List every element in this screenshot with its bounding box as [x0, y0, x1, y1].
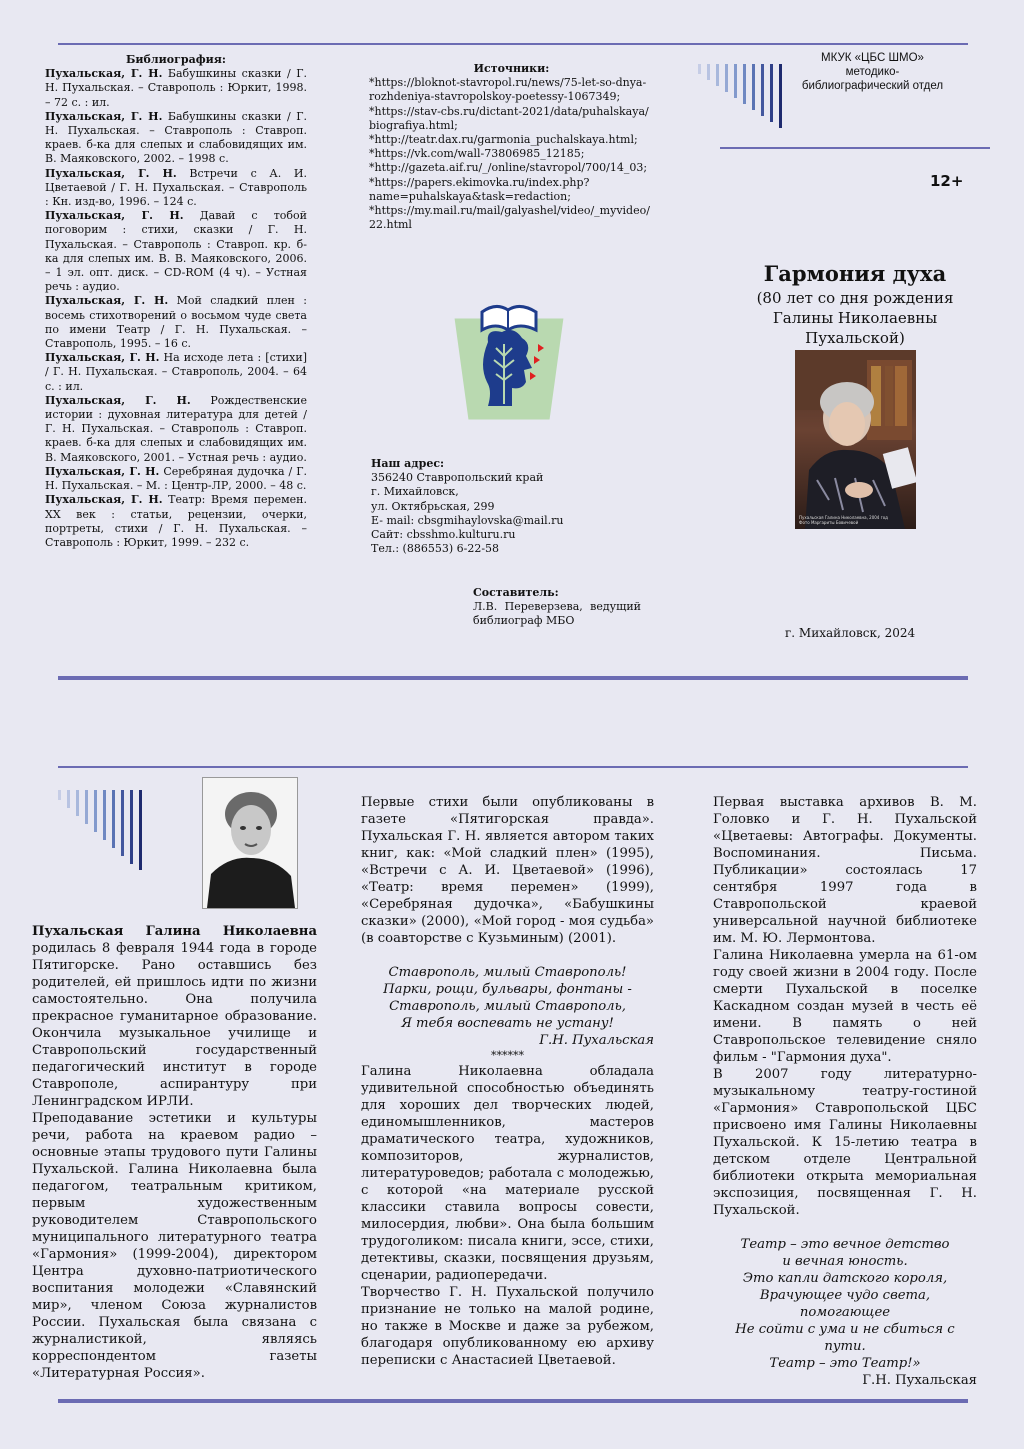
- bibliography-entry-text: Серебряная дудочка / Г. Н. Пухальская. – М. : Центр-ЛР, 2000. – 48 с.: [45, 464, 307, 493]
- sources-list: [369, 76, 654, 232]
- poem-author: Г.Н. Пухальская: [539, 1033, 654, 1048]
- place-year: г. Михайловск, 2024: [785, 626, 916, 640]
- library-logo: [452, 296, 566, 422]
- bibliography-entry-author: Пухальская, Г. Н.: [45, 67, 163, 81]
- bottom-rule: [58, 1399, 968, 1403]
- bibliography-entry-text: Мой сладкий плен : восемь стихотворений о восьмом чуде света по имени Театр / Г. Н. Пухальская. – Ставрополь, 1995. – 16 с.: [45, 294, 307, 351]
- biography-paragraph-1: родилась 8 февраля 1944 года в городе Пятигорске. Рано оставшись без родителей, ей пришлось идти по жизни самостоятельно. Она получила прекрасное гуманитарное образование. Окончила музыкальное училище и Ставропольский государственный педагогический институт в городе Ставрополе, аспирантуру при Ленинградском ИРЛИ.: [32, 941, 317, 1109]
- bibliography-entry: [45, 294, 307, 351]
- compiler-block: [473, 586, 641, 629]
- bibliography-entry: [45, 167, 307, 210]
- decorative-bars-bottom: [58, 790, 148, 870]
- poem-separator: ******: [491, 1049, 524, 1062]
- source-line: *https://bloknot-stavropol.ru/news/75-let-so-dnya-: [369, 76, 647, 90]
- source-line: *https://stav-cbs.ru/dictant-2021/data/puhalskaya/: [369, 104, 649, 118]
- bibliography-entry-text: Театр: Время перемен. XX век : статьи, рецензии, очерки, портреты, стихи / Г. Н. Пухальская. – Ставрополь : Юркит, 1999. – 232 с.: [45, 493, 307, 549]
- compiler-text: Л.В. Переверзева, ведущий библиограф МБО: [473, 600, 641, 628]
- page-title: Гармония духа: [763, 261, 947, 286]
- portrait-bw-illustration: [203, 778, 297, 908]
- works-paragraph: Первые стихи были опубликованы в газете «Пятигорская правда». Пухальская Г. Н. является автором таких книг, как: «Мой сладкий плен» (1995), «Встречи с А. И. Цветаевой» (1996), «Театр: время перемен» (1999), «Серебряная дудочка», «Бабушкины сказки» (2000), «Мой город - моя судьба» (в соавторстве с Кузьминым) (2001).: [361, 795, 654, 946]
- sources-section: [369, 62, 654, 232]
- address-line-postal: 356240 Ставропольский край: [371, 471, 544, 485]
- bibliography-entry-author: Пухальская, Г. Н.: [45, 166, 177, 180]
- bibliography-heading: Библиография:: [126, 53, 226, 66]
- portrait-illustration: [795, 350, 916, 529]
- portrait-photo-bw: [202, 777, 298, 909]
- org-dept-line1: методико-: [845, 66, 900, 78]
- address-heading: Наш адрес:: [371, 457, 445, 470]
- bibliography-entry: [45, 394, 307, 465]
- source-line: 22.html: [369, 218, 412, 232]
- subtitle-line-3: Пухальской): [805, 329, 905, 347]
- bibliography-entry-text: На исходе лета : [стихи] / Г. Н. Пухальская. – Ставрополь, 2004. – 64 с. : ил.: [45, 351, 307, 393]
- bibliography-entry-author: Пухальская, Г. Н.: [45, 493, 163, 507]
- poem-theatre-author: Г.Н. Пухальская: [862, 1373, 977, 1388]
- recognition-paragraph: Творчество Г. Н. Пухальской получило признание не только на малой родине, но также в Москве и даже за рубежом, благодаря опубликованному ею архиву переписки с Анастасией Цветаевой.: [361, 1285, 654, 1368]
- subtitle-line-1: (80 лет со дня рождения: [756, 289, 954, 307]
- source-line: *http://gazeta.aif.ru/_/online/stavropol/700/14_03;: [369, 161, 648, 175]
- bibliography-entry-text: Бабушкины сказки / Г. Н. Пухальская. – Ставрополь : Ставроп. краев. б-ка для слепых и слабовидящих им. В. Маяковского, 2002. – 1998 с.: [45, 109, 307, 166]
- sources-heading: Источники:: [473, 62, 550, 75]
- address-email: E- mail: cbsgmihaylovska@mail.ru: [371, 513, 564, 527]
- community-paragraph: Галина Николаевна обладала удивительной способностью объединять для хороших дел творческих людей, единомышленников, мастеров драматического театра, художников, композиторов, журналистов, литературоведов; работала с молодежью, с которой «на материале русской классики ставила вопросы совести, милосердия, любви». Она была большим трудоголиком: писала книги, эссе, стихи, детективы, сказки, посвящения друзьям, сценарии, радиопередачи.: [361, 1064, 654, 1283]
- bibliography-entry-author: Пухальская, Г. Н.: [45, 351, 160, 365]
- bibliography-entry: [45, 351, 307, 394]
- bibliography-entry-text: Бабушкины сказки / Г. Н. Пухальская. – Ставрополь : Юркит, 1998. – 72 с. : ил.: [45, 67, 307, 109]
- bibliography-entry: [45, 67, 307, 110]
- bibliography-list: [45, 67, 307, 550]
- source-line: rozhdeniya-stavropolskoy-poetessy-1067349;: [369, 90, 621, 104]
- bibliography-entry-text: Давай с тобой поговорим : стихи, сказки / Г. Н. Пухальская. – Ставрополь : Ставроп. кр. б-ка для слепых им. В. В. Маяковского, 2006. – 1 эл. опт. диск. – CD-ROM (4 ч). – Устная речь : аудио.: [45, 209, 307, 294]
- bibliography-entry-author: Пухальская, Г. Н.: [45, 464, 160, 478]
- bibliography-entry-author: Пухальская, Г. Н.: [45, 209, 184, 223]
- exhibition-paragraph: Первая выставка архивов В. М. Головко и Г. Н. Пухальской «Цветаевы: Автографы. Документы. Воспоминания. Письма. Публикации» состоялась 17 сентября 1997 года в Ставропольской краевой универсальной научной библиотеке им. М. Ю. Лермонтова.: [713, 795, 977, 946]
- org-name: МКУК «ЦБС ШМО»: [821, 52, 924, 64]
- org-block: [775, 51, 970, 93]
- subtitle-line-2: Галины Николаевны: [772, 309, 938, 327]
- poem-stavropol: Ставрополь, милый Ставрополь! Парки, рощи, бульвары, фонтаны - Ставрополь, милый Ставрополь, Я тебя воспевать не устану! Г.Н. Пухальская ******: [361, 964, 654, 1063]
- source-line: name=puhalskaya&task=redaction;: [369, 189, 571, 203]
- biography-paragraph-2: Преподавание эстетики и культуры речи, работа на краевом радио – основные этапы трудового пути Галины Пухальской. Галина Николаевна была педагогом, театральным критиком, первым художественным руководителем Ставропольского муниципального литературного театра «Гармония» (1999-2004), директором Центра духовно-патриотического воспитания молодежи «Славянский мир», членом Союза журналистов России. Пухальская была связана с журналистикой, являясь корреспондентом газеты «Литературная Россия».: [32, 1111, 317, 1381]
- bibliography-entry-text: Встречи с А. И. Цветаевой / Г. Н. Пухальская. – Ставрополь : Кн. изд-во, 1996. – 124 с.: [45, 166, 307, 209]
- source-line: *https://papers.ekimovka.ru/index.php?: [369, 175, 590, 189]
- poem-theatre: Театр – это вечное детство и вечная юность. Это капли датского короля, Врачующее чудо света, помогающее Не сойти с ума и не сбиться с пути. Театр – это Театр!» Г.Н. Пухальская: [713, 1236, 977, 1389]
- source-line: *http://teatr.dax.ru/garmonia_puchalskaya.html;: [369, 133, 638, 147]
- org-dept-line2: библиографический отдел: [801, 80, 944, 92]
- address-line-city: г. Михайловск,: [371, 485, 459, 499]
- top-rule-left: [58, 43, 968, 45]
- middle-rule-upper: [58, 676, 968, 680]
- age-rating-badge: 12+: [930, 172, 964, 190]
- death-paragraph: Галина Николаевна умерла на 61-ом году своей жизни в 2004 году. После смерти Пухальской в поселке Каскадном создан музей в честь её имени. В память о ней Ставропольское телевидение сняло фильм - "Гармония духа".: [713, 948, 977, 1065]
- bibliography-section: [45, 53, 307, 550]
- theatre-naming-paragraph: В 2007 году литературно-музыкальному театру-гостиной «Гармония» Ставропольской ЦБС присвоено имя Галины Николаевны Пухальской. К 15-летию театра в детском отделе Центральной библиотеки открыта мемориальная экспозиция, посвященная Г. Н. Пухальской.: [713, 1067, 977, 1218]
- address-phone: Тел.: (886553) 6-22-58: [371, 542, 500, 556]
- org-underline: [720, 147, 990, 149]
- bibliography-entry: [45, 110, 307, 167]
- bibliography-entry: [45, 465, 307, 493]
- middle-rule-lower: [58, 766, 968, 768]
- bibliography-entry-author: Пухальская, Г. Н.: [45, 294, 169, 308]
- biography-column-3: [713, 794, 977, 1389]
- bibliography-entry: [45, 493, 307, 550]
- address-website: Сайт: cbsshmo.kulturu.ru: [371, 528, 516, 542]
- biography-column-1: [32, 923, 317, 1382]
- portrait-photo-color: [795, 350, 916, 529]
- address-line-street: ул. Октябрьская, 299: [371, 499, 495, 513]
- bibliography-entry-text: Рождественские истории : духовная литература для детей / Г. Н. Пухальская. – Ставрополь : Ставроп. краев. б-ка для слепых и слабовидящих им. В. Маяковского, 2001. – Устная речь : аудио.: [45, 393, 307, 464]
- photo-caption: Пухальская Галина Николаевна, 2004 год Фото Маргариты Бовичевой: [799, 515, 888, 525]
- biography-name: Пухальская Галина Николаевна: [32, 924, 317, 939]
- bibliography-entry-author: Пухальская, Г. Н.: [45, 109, 163, 123]
- bibliography-entry-author: Пухальская, Г. Н.: [45, 393, 191, 407]
- biography-column-2: [361, 794, 654, 1369]
- source-line: *https://vk.com/wall-73806985_12185;: [369, 147, 585, 161]
- book-head-emblem-icon: [452, 296, 566, 422]
- bibliography-entry: [45, 209, 307, 294]
- compiler-heading: Составитель:: [473, 586, 559, 599]
- source-line: biografiya.html;: [369, 118, 458, 132]
- source-line: *https://my.mail.ru/mail/galyashel/video/_myvideo/: [369, 204, 650, 218]
- address-block: [371, 457, 591, 556]
- title-block: [740, 260, 970, 348]
